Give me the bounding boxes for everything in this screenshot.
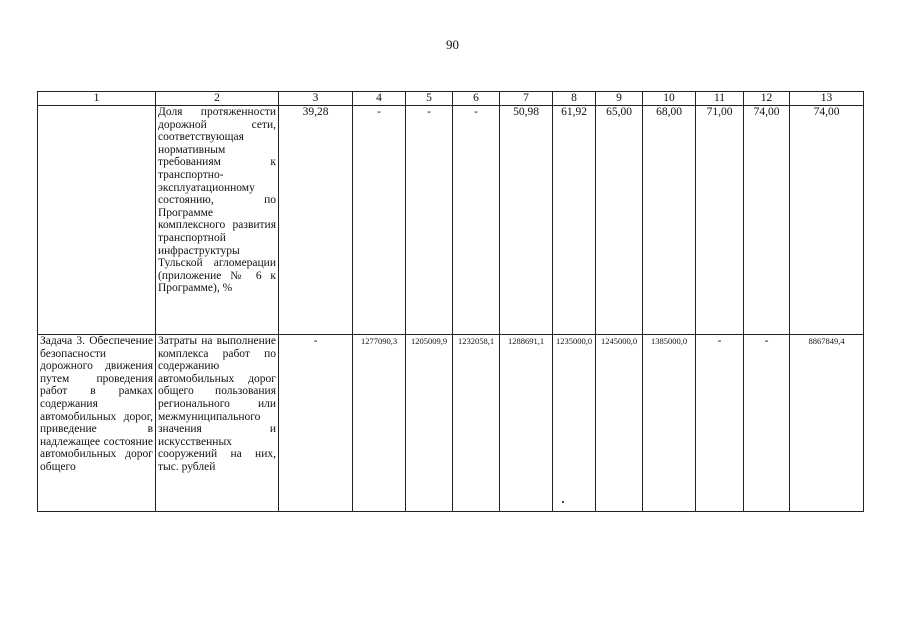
program-indicators-table bbox=[37, 91, 864, 512]
value-cell-8: 1235000,0 bbox=[553, 335, 596, 512]
value-cell-5: 1205009,9 bbox=[406, 335, 453, 512]
value-cell-11: - bbox=[696, 335, 744, 512]
value-cell-12: - bbox=[744, 335, 790, 512]
table-row-road-share bbox=[38, 106, 864, 335]
value-cell-5: - bbox=[406, 106, 453, 335]
value-cell-8: 61,92 bbox=[553, 106, 596, 335]
value-cell-6: - bbox=[453, 106, 500, 335]
value-cell-6: 1232058,1 bbox=[453, 335, 500, 512]
value-cell-11: 71,00 bbox=[696, 106, 744, 335]
column-number: 9 bbox=[596, 92, 643, 106]
value-cell-12: 74,00 bbox=[744, 106, 790, 335]
task-cell: Задача 3. Обеспечение безопасности дорожного движения путем проведения работ в рамках содержания автомобильных дорог, приведение в надлежащее состояние автомобильных дорог общего bbox=[38, 335, 156, 512]
value-cell-3: 39,28 bbox=[279, 106, 353, 335]
value-cell-9: 65,00 bbox=[596, 106, 643, 335]
value-cell-10: 68,00 bbox=[643, 106, 696, 335]
task-cell bbox=[38, 106, 156, 335]
value-cell-9: 1245000,0 bbox=[596, 335, 643, 512]
table-row-task-3 bbox=[38, 335, 864, 512]
value-cell-7: 50,98 bbox=[500, 106, 553, 335]
column-number: 5 bbox=[406, 92, 453, 106]
column-number: 7 bbox=[500, 92, 553, 106]
column-number-row bbox=[38, 92, 864, 106]
value-cell-3: - bbox=[279, 335, 353, 512]
value-cell-13: 74,00 bbox=[790, 106, 864, 335]
value-cell-13: 8867849,4 bbox=[790, 335, 864, 512]
scan-speck bbox=[562, 501, 564, 503]
value-cell-7: 1288691,1 bbox=[500, 335, 553, 512]
value-cell-4: - bbox=[353, 106, 406, 335]
column-number: 3 bbox=[279, 92, 353, 106]
page-number: 90 bbox=[446, 37, 459, 52]
column-number: 12 bbox=[744, 92, 790, 106]
value-cell-4: 1277090,3 bbox=[353, 335, 406, 512]
indicator-name-cell: Затраты на выполнение комплекса работ по содержанию автомобильных дорог общего пользования регионального или межмуниципального значения и искусственных сооружений на них, тыс. рублей bbox=[156, 335, 279, 512]
column-number: 11 bbox=[696, 92, 744, 106]
column-number: 1 bbox=[38, 92, 156, 106]
column-number: 13 bbox=[790, 92, 864, 106]
indicator-name-cell: Доля протяженности дорожной сети, соответствующая нормативным требованиям к транспортно-эксплуатационному состоянию, по Программе комплексного развития транспортной инфраструктуры Тульской агломерации (приложение № 6 к Программе), % bbox=[156, 106, 279, 335]
column-number: 2 bbox=[156, 92, 279, 106]
column-number: 4 bbox=[353, 92, 406, 106]
value-cell-10: 1385000,0 bbox=[643, 335, 696, 512]
column-number: 10 bbox=[643, 92, 696, 106]
column-number: 8 bbox=[553, 92, 596, 106]
column-number: 6 bbox=[453, 92, 500, 106]
